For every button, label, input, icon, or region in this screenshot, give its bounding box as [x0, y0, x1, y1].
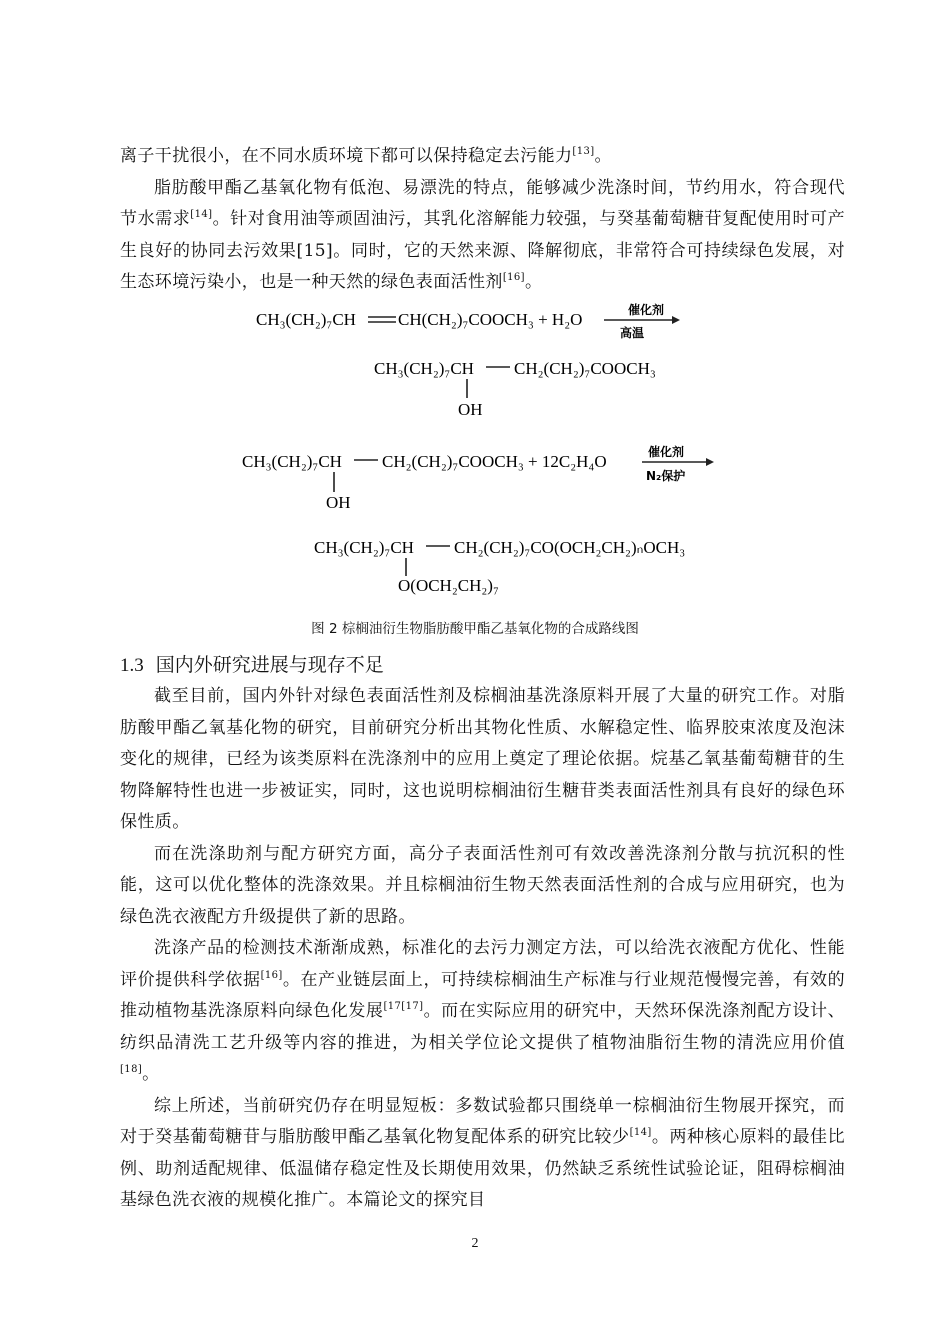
paragraph-1-text: 离子干扰很小，在不同水质环境下都可以保持稳定去污能力 — [120, 146, 573, 166]
citation-13: [13] — [572, 146, 595, 157]
reactant-2-left: CH₃(CH₂)₇CH — [242, 452, 342, 471]
scheme-drawing — [230, 300, 730, 605]
reactant-2-right: CH₂(CH₂)₇COOCH₃ + 12C₂H₄O — [382, 452, 607, 471]
paragraph-5-text-c: 。而在实际应用的研究中，天然环保洗涤剂配方设计、纺织品清洗工艺升级等内容的推进，为相关学位论文提供了植物油脂衍生物的清洗应用价值 — [120, 1001, 846, 1053]
product-2-left: CH₃(CH₂)₇CH — [314, 538, 414, 557]
paragraph-5-text-b: 。在产业链层面上，可持续棕榈油生产标准与行业规范慢慢完善，有效的推动植物基洗涤原料向绿色化发展 — [120, 969, 845, 1021]
arrow-head-1 — [672, 316, 680, 324]
paragraph-5-end: 。 — [142, 1064, 160, 1084]
paragraph-5-text-a: 洗涤产品的检测技术渐渐成熟，标准化的去污力测定方法，可以给洗衣液配方优化、性能评价提供科学依据 — [120, 938, 845, 990]
product-2-right: CH₂(CH₂)₇CO(OCH₂CH₂)ₙOCH₃ — [454, 538, 686, 557]
paragraph-2-text-a: 脂肪酸甲酯乙基氧化物有低泡、易漂洗的特点，能够减少洗涤时间，节约用水，符合现代节水需求 — [120, 177, 845, 229]
citation-16b: [16] — [260, 969, 283, 981]
catalyst-label-2: 催化剂 — [648, 445, 685, 459]
paragraph-5 — [120, 933, 845, 1091]
citation-17: [17[17] — [383, 1001, 424, 1012]
citation-14b: [14] — [629, 1127, 652, 1138]
product-2-substituent: O(OCH₂CH₂)₇ — [398, 576, 499, 595]
reactant-2-hydroxyl: OH — [326, 493, 351, 512]
paragraph-6-text-b: 。两种核心原料的最佳比例、助剂适配规律、低温储存稳定性及长期使用效果，仍然缺乏系统性试验论证，阻碍棕榈油基绿色洗衣液的规模化推广。本篇论文的探究目 — [120, 1127, 845, 1210]
condition-label-2: N₂保护 — [646, 469, 686, 483]
citation-16: [16] — [502, 272, 525, 283]
page-number: 2 — [471, 1236, 479, 1251]
body-text-top — [120, 141, 845, 299]
section-title: 国内外研究进展与现存不足 — [155, 654, 384, 676]
synthesis-scheme — [230, 300, 730, 605]
paragraph-2-end: 。 — [524, 272, 543, 292]
condition-label-1: 高温 — [620, 326, 645, 340]
citation-18: [18] — [120, 1064, 143, 1075]
paragraph-2 — [120, 173, 845, 299]
catalyst-label-1: 催化剂 — [628, 303, 665, 317]
reactant-1-left: CH₃(CH₂)₇CH — [256, 310, 356, 329]
paragraph-6-text-a: 综上所述，当前研究仍存在明显短板：多数试验都只围绕单一棕榈油衍生物展开探究，而对于癸基葡萄糖苷与脂肪酸甲酯乙基氧化物复配体系的研究比较少 — [120, 1095, 845, 1147]
citation-14: [14] — [190, 209, 213, 220]
paragraph-6 — [120, 1091, 845, 1217]
product-1-hydroxyl: OH — [458, 400, 483, 419]
arrow-head-2 — [706, 458, 714, 466]
paragraph-1-end: 。 — [594, 146, 612, 166]
paragraph-4: 而在洗涤助剂与配方研究方面，高分子表面活性剂可有效改善洗涤剂分散与抗沉积的性能，这可以优化整体的洗涤效果。并且棕榈油衍生物天然表面活性剂的合成与应用研究，也为绿色洗衣液配方升级提供了新的思路。 — [120, 843, 845, 927]
product-1-right: CH₂(CH₂)₇COOCH₃ — [514, 359, 656, 378]
section-number: 1.3 — [120, 655, 144, 676]
paragraph-1 — [120, 141, 845, 173]
body-text-bottom — [120, 681, 845, 1217]
reactant-1-right: CH(CH₂)₇COOCH₃ + H₂O — [398, 310, 583, 329]
section-heading — [120, 650, 384, 677]
product-1-left: CH₃(CH₂)₇CH — [374, 359, 474, 378]
paragraph-3: 截至目前，国内外针对绿色表面活性剂及棕榈油基洗涤原料开展了大量的研究工作。对脂肪酸甲酯乙氧基化物的研究，目前研究分析出其物化性质、水解稳定性、临界胶束浓度及泡沫变化的规律，已经为该类原料在洗涤剂中的应用上奠定了理论依据。烷基乙氧基葡萄糖苷的生物降解特性也进一步被证实，同时，这也说明棕榈油衍生糖苷类表面活性剂具有良好的绿色环保性质。 — [120, 686, 845, 832]
figure-caption: 图 2 棕榈油衍生物脂肪酸甲酯乙基氧化物的合成路线图 — [311, 621, 639, 637]
paragraph-2-text-b: 。针对食用油等顽固油污，其乳化溶解能力较强，与癸基葡萄糖苷复配使用时可产生良好的协同去污效果[15]。同时，它的天然来源、降解彻底，非常符合可持续绿色发展，对生态环境污染小，也是一种天然的绿色表面活性剂 — [120, 209, 845, 292]
